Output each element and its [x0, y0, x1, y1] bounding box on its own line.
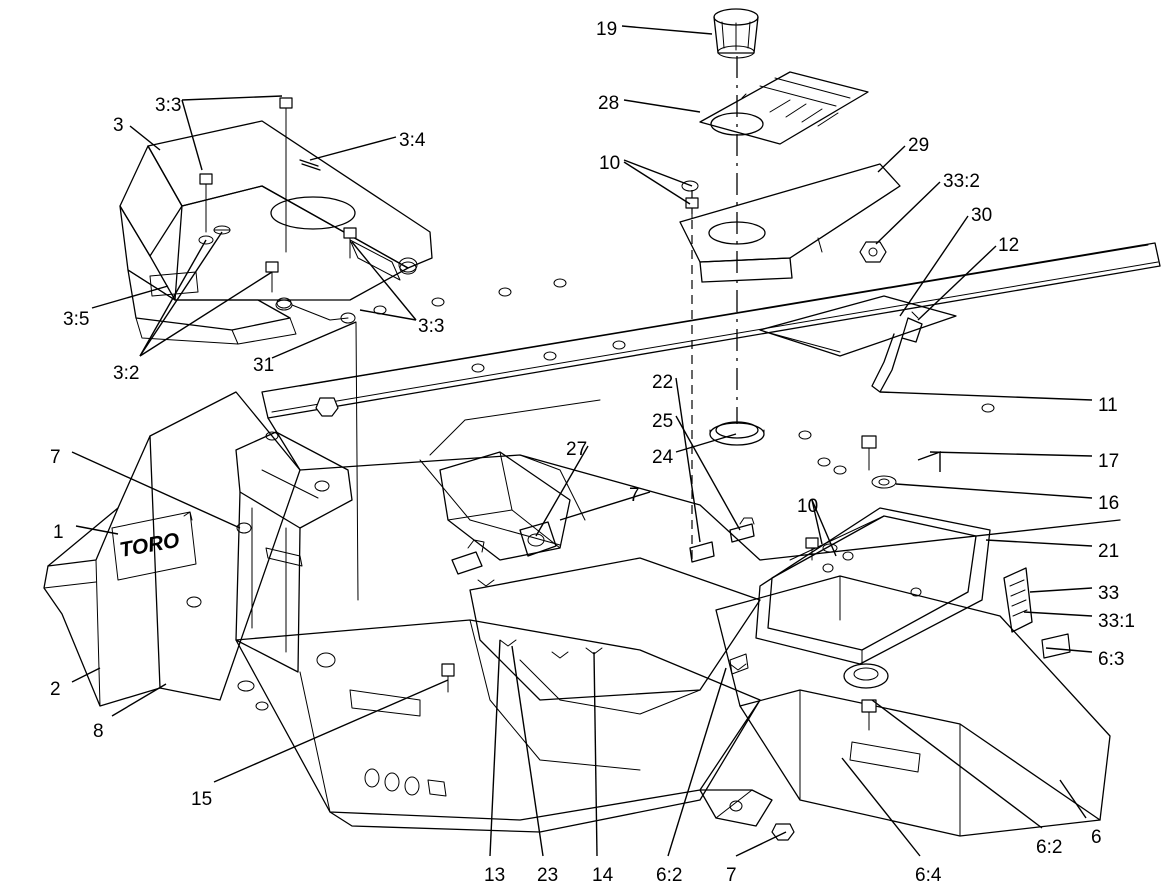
floor-mat-28 [700, 72, 868, 144]
callout-25: 25 [652, 411, 674, 432]
right-side-panel-6 [716, 576, 1110, 836]
callout-6-2-bottom: 6:2 [656, 865, 683, 883]
cup-holder-19 [714, 9, 758, 58]
callout-29: 29 [908, 135, 930, 156]
callout-3-4: 3:4 [399, 130, 426, 151]
callout-12: 12 [998, 235, 1020, 256]
callout-15: 15 [191, 789, 213, 810]
callout-19: 19 [596, 19, 618, 40]
callout-7-bottom: 7 [726, 865, 737, 883]
callout-8: 8 [93, 721, 104, 742]
callout-6-4: 6:4 [915, 865, 942, 883]
bolt-17-washer-16 [862, 436, 896, 488]
seal-ring-22 [710, 422, 764, 445]
callout-27: 27 [566, 439, 588, 460]
callout-30: 30 [971, 205, 993, 226]
toro-logo-text: TORO [117, 528, 182, 562]
callout-3-3-upper: 3:3 [155, 95, 182, 116]
callout-3: 3 [113, 115, 124, 136]
callout-2: 2 [50, 679, 61, 700]
fastener-10-upper [682, 181, 698, 218]
hood-fasteners [199, 98, 417, 308]
callout-13: 13 [484, 865, 506, 883]
right-floor-panel [470, 558, 760, 700]
hood-panel-3 [120, 121, 432, 344]
callout-33-1: 33:1 [1098, 611, 1135, 632]
callout-22: 22 [652, 372, 674, 393]
callout-16: 16 [1098, 493, 1120, 514]
floor-pan-assembly [236, 620, 772, 832]
callout-1: 1 [53, 522, 64, 543]
callout-21: 21 [1098, 541, 1120, 562]
lever-12 [872, 312, 922, 392]
console-tub-21 [756, 508, 990, 730]
callout-6-3: 6:3 [1098, 649, 1125, 670]
callout-33-2: 33:2 [943, 171, 980, 192]
callout-7-left: 7 [50, 447, 61, 468]
callout-31: 31 [253, 355, 275, 376]
latch-33 [1004, 568, 1032, 632]
nut-33-2 [860, 242, 886, 262]
callout-10-upper: 10 [599, 153, 621, 174]
callout-7-center: 7 [629, 485, 640, 506]
callout-3-5: 3:5 [63, 309, 90, 330]
callout-11: 11 [1098, 395, 1118, 416]
callout-24: 24 [652, 447, 674, 468]
callout-6: 6 [1091, 827, 1102, 848]
callout-3-2: 3:2 [113, 363, 140, 384]
callout-6-2-right: 6:2 [1036, 837, 1063, 858]
callout-10-right: 10 [797, 496, 819, 517]
callout-23: 23 [537, 865, 559, 883]
main-frame-rail [262, 243, 1160, 560]
console-top-panel-29 [680, 164, 900, 282]
callout-33: 33 [1098, 583, 1120, 604]
callout-17: 17 [1098, 451, 1120, 472]
callout-14: 14 [592, 865, 614, 883]
callout-3-3-lower: 3:3 [418, 316, 445, 337]
callout-28: 28 [598, 93, 620, 114]
fender-7-center [440, 452, 570, 560]
